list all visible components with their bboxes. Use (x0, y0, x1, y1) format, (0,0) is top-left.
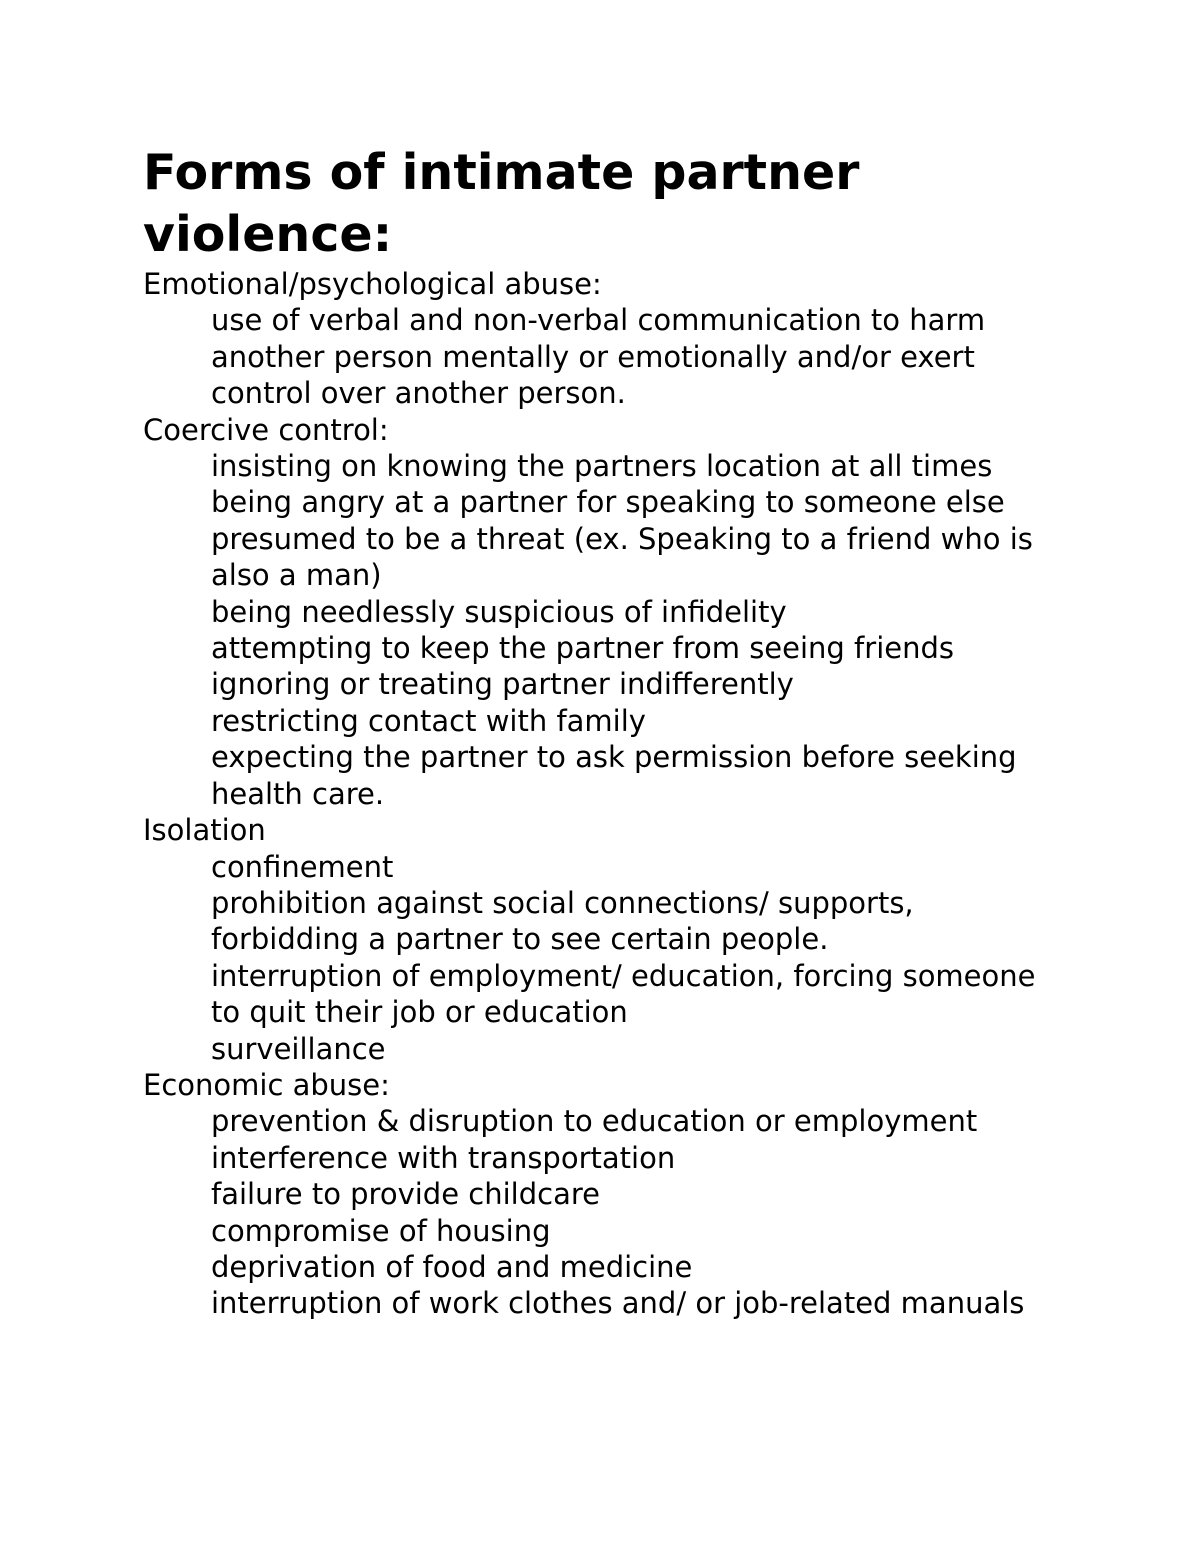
list-item: prohibition against social connections/ supports, forbidding a partner to see certain people. (211, 885, 914, 957)
list-item: prevention & disruption to education or employment (211, 1104, 978, 1139)
section-isolation (143, 812, 1063, 1067)
list-item: use of verbal and non-verbal communication to harm another person mentally or emotionally and/or exert control over another person. (211, 303, 986, 411)
section-heading: Economic abuse: (143, 1067, 390, 1102)
list-item: deprivation of food and medicine (211, 1249, 693, 1284)
section-emotional-psychological-abuse (143, 266, 1063, 412)
section-heading: Coercive control: (143, 412, 389, 447)
list-item: attempting to keep the partner from seeing friends (211, 631, 954, 666)
document-page (143, 142, 1063, 1322)
list-item: confinement (211, 849, 394, 884)
section-item-list (143, 448, 1063, 812)
list-item: restricting contact with family (211, 703, 646, 738)
list-item: failure to provide childcare (211, 1177, 600, 1212)
section-item-list (143, 302, 1063, 411)
list-item: expecting the partner to ask permission before seeking health care. (211, 740, 1017, 811)
list-item: surveillance (211, 1031, 386, 1066)
list-item: compromise of housing (211, 1213, 551, 1248)
list-item: interruption of work clothes and/ or job-related manuals (211, 1286, 1025, 1321)
list-item: interference with transportation (211, 1140, 676, 1175)
list-item: being angry at a partner for speaking to someone else presumed to be a threat (ex. Speaking to a friend who is also a man) (211, 485, 1033, 593)
section-coercive-control (143, 412, 1063, 812)
list-item: insisting on knowing the partners location at all times (211, 449, 993, 484)
section-heading: Emotional/psychological abuse: (143, 267, 602, 301)
section-item-list (143, 849, 1063, 1067)
section-item-list (143, 1103, 1063, 1321)
list-item: interruption of employment/ education, forcing someone to quit their job or education (211, 958, 1036, 1030)
section-economic-abuse (143, 1067, 1063, 1322)
list-item: ignoring or treating partner indifferently (211, 667, 794, 702)
list-item: being needlessly suspicious of infidelity (211, 594, 787, 629)
section-heading: Isolation (143, 813, 266, 848)
document-title: Forms of intimate partner violence: (143, 144, 860, 263)
